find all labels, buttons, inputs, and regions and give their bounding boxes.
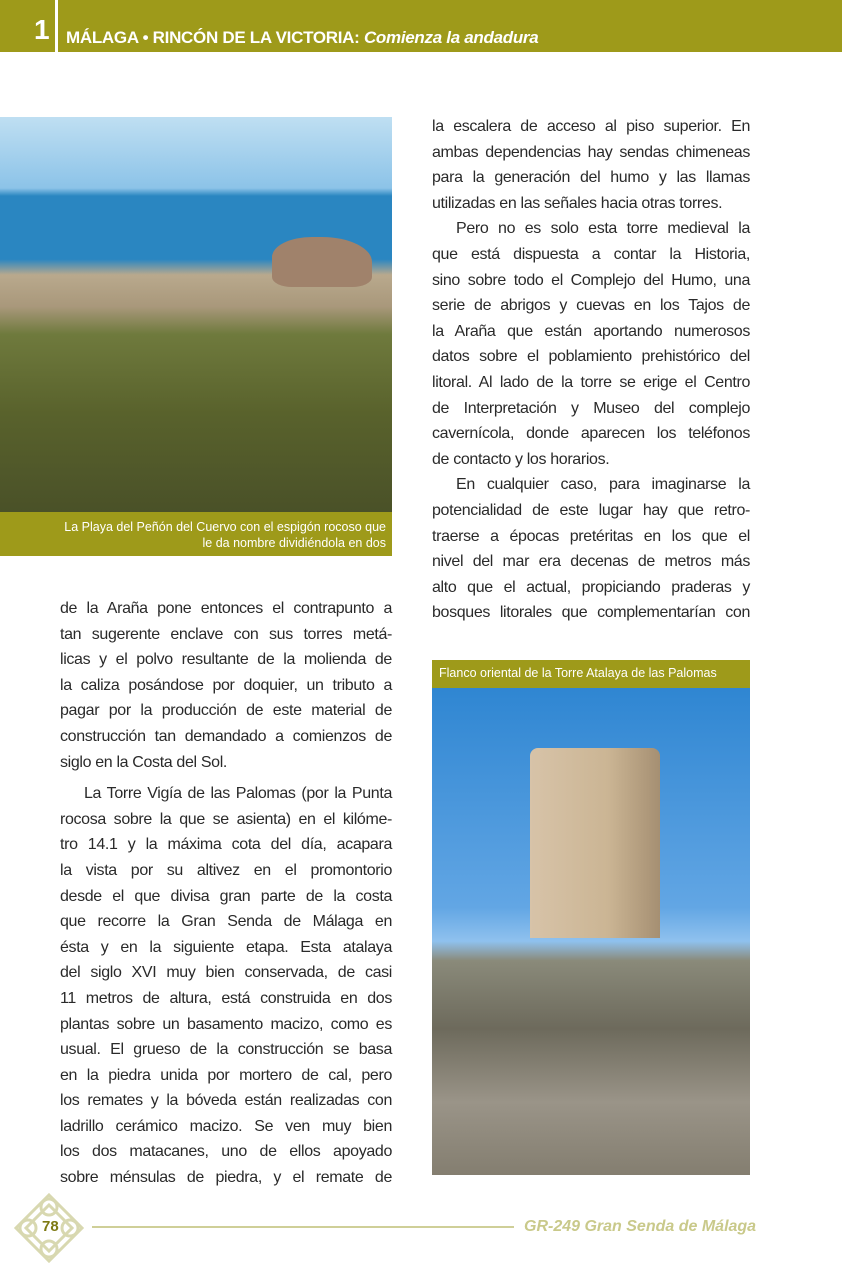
text-line: construcción tan demandado a comienzos de: [60, 727, 392, 745]
caption-line: La Playa del Peñón del Cuervo con el espigón rocoso que: [64, 520, 386, 534]
text-line: La Torre Vigía de las Palomas (por la Punta: [84, 785, 392, 803]
text-line: en la piedra unida por mortero de cal, pero: [60, 1066, 392, 1084]
text-line: sobre ménsulas de piedra, y el remate de: [60, 1169, 392, 1187]
text-line: la vista por su altivez en el promontorio: [60, 861, 392, 879]
text-line: los remates y la bóveda están realizadas con: [60, 1092, 392, 1110]
page-number: 78: [42, 1218, 59, 1235]
text-line: utilizadas en las señales hacia otras torres.: [432, 194, 723, 212]
text-line: la Araña que están aportando numerosos: [432, 322, 750, 340]
text-line: ésta y en la siguiente etapa. Esta atalaya: [60, 938, 392, 956]
text-line: la escalera de acceso al piso superior. En: [432, 118, 750, 135]
text-line: licas y el polvo resultante de la molienda de: [60, 651, 392, 669]
text-line: los dos matacanes, uno de ellos apoyado: [60, 1143, 392, 1161]
text-line: litoral. Al lado de la torre se erige el Centro: [432, 373, 750, 391]
footer-rule: [92, 1226, 514, 1228]
text-line: ladrillo cerámico macizo. Se ven muy bien: [60, 1117, 392, 1135]
text-line: de contacto y los horarios.: [432, 450, 610, 468]
header-divider: [55, 0, 58, 52]
right-text-column: [432, 114, 750, 626]
text-line: nivel del mar era decenas de metros más: [432, 553, 750, 571]
text-line: 11 metros de altura, está construida en dos: [60, 989, 392, 1007]
text-line: que está dispuesta a contar la Historia,: [432, 245, 750, 263]
text-line: alto que el actual, propiciando praderas y: [432, 578, 750, 596]
running-header: [0, 0, 842, 52]
book-title: GR-249 Gran Senda de Málaga: [524, 1218, 757, 1235]
text-line: tan sugerente enclave con sus torres metá-: [60, 625, 392, 643]
text-line: sino sobre todo el Complejo del Humo, una: [432, 271, 750, 289]
chapter-title-main: MÁLAGA • RINCÓN DE LA VICTORIA:: [66, 28, 360, 47]
beach-photo: [0, 117, 392, 512]
rock-outcrop: [272, 237, 372, 287]
text-line: datos sobre el poblamiento prehistórico del: [432, 348, 750, 366]
text-line: la caliza posándose por doquier, un tributo a: [60, 676, 392, 694]
text-line: En cualquier caso, para imaginarse la: [456, 476, 750, 494]
text-line: plantas sobre un basamento macizo, como es: [60, 1015, 392, 1033]
text-line: de Interpretación y Museo del complejo: [432, 399, 750, 417]
watchtower: [530, 748, 660, 938]
text-line: del siglo XVI muy bien conservada, de casi: [60, 964, 392, 982]
photo-caption-beach: [0, 512, 392, 556]
text-line: desde el que divisa gran parte de la costa: [60, 887, 392, 905]
chapter-subtitle: Comienza la andadura: [363, 28, 539, 47]
text-line: tro 14.1 y la máxima cota del día, acapara: [60, 836, 392, 854]
chapter-number: 1: [34, 14, 50, 45]
text-line: cavernícola, donde aparecen los teléfonos: [432, 425, 750, 443]
text-line: siglo en la Costa del Sol.: [60, 753, 228, 771]
caption-line: le da nombre dividiéndola en dos: [202, 536, 386, 550]
text-line: bosques litorales que complementarían con: [432, 604, 750, 622]
text-line: ambas dependencias hay sendas chimeneas: [432, 143, 750, 161]
text-line: para la generación del humo y las llamas: [432, 169, 750, 187]
photo-caption-tower: Flanco oriental de la Torre Atalaya de las Palomas: [432, 660, 750, 688]
tower-photo: [432, 688, 750, 1175]
chapter-title: [66, 28, 538, 48]
text-line: traerse a épocas pretéritas en los que el: [432, 527, 750, 545]
text-line: usual. El grueso de la construcción se basa: [60, 1041, 392, 1059]
text-line: que recorre la Gran Senda de Málaga en: [60, 913, 392, 931]
text-line: de la Araña pone entonces el contrapunto a: [60, 600, 392, 617]
text-line: rocosa sobre la que se asienta) en el kilóme-: [60, 810, 392, 828]
text-line: serie de abrigos y cuevas en los Tajos de: [432, 297, 750, 315]
text-line: potencialidad de este lugar hay que retro-: [432, 501, 750, 519]
text-line: Pero no es solo esta torre medieval la: [456, 220, 750, 238]
left-text-column: [60, 596, 392, 1191]
text-line: pagar por la producción de este material de: [60, 702, 392, 720]
